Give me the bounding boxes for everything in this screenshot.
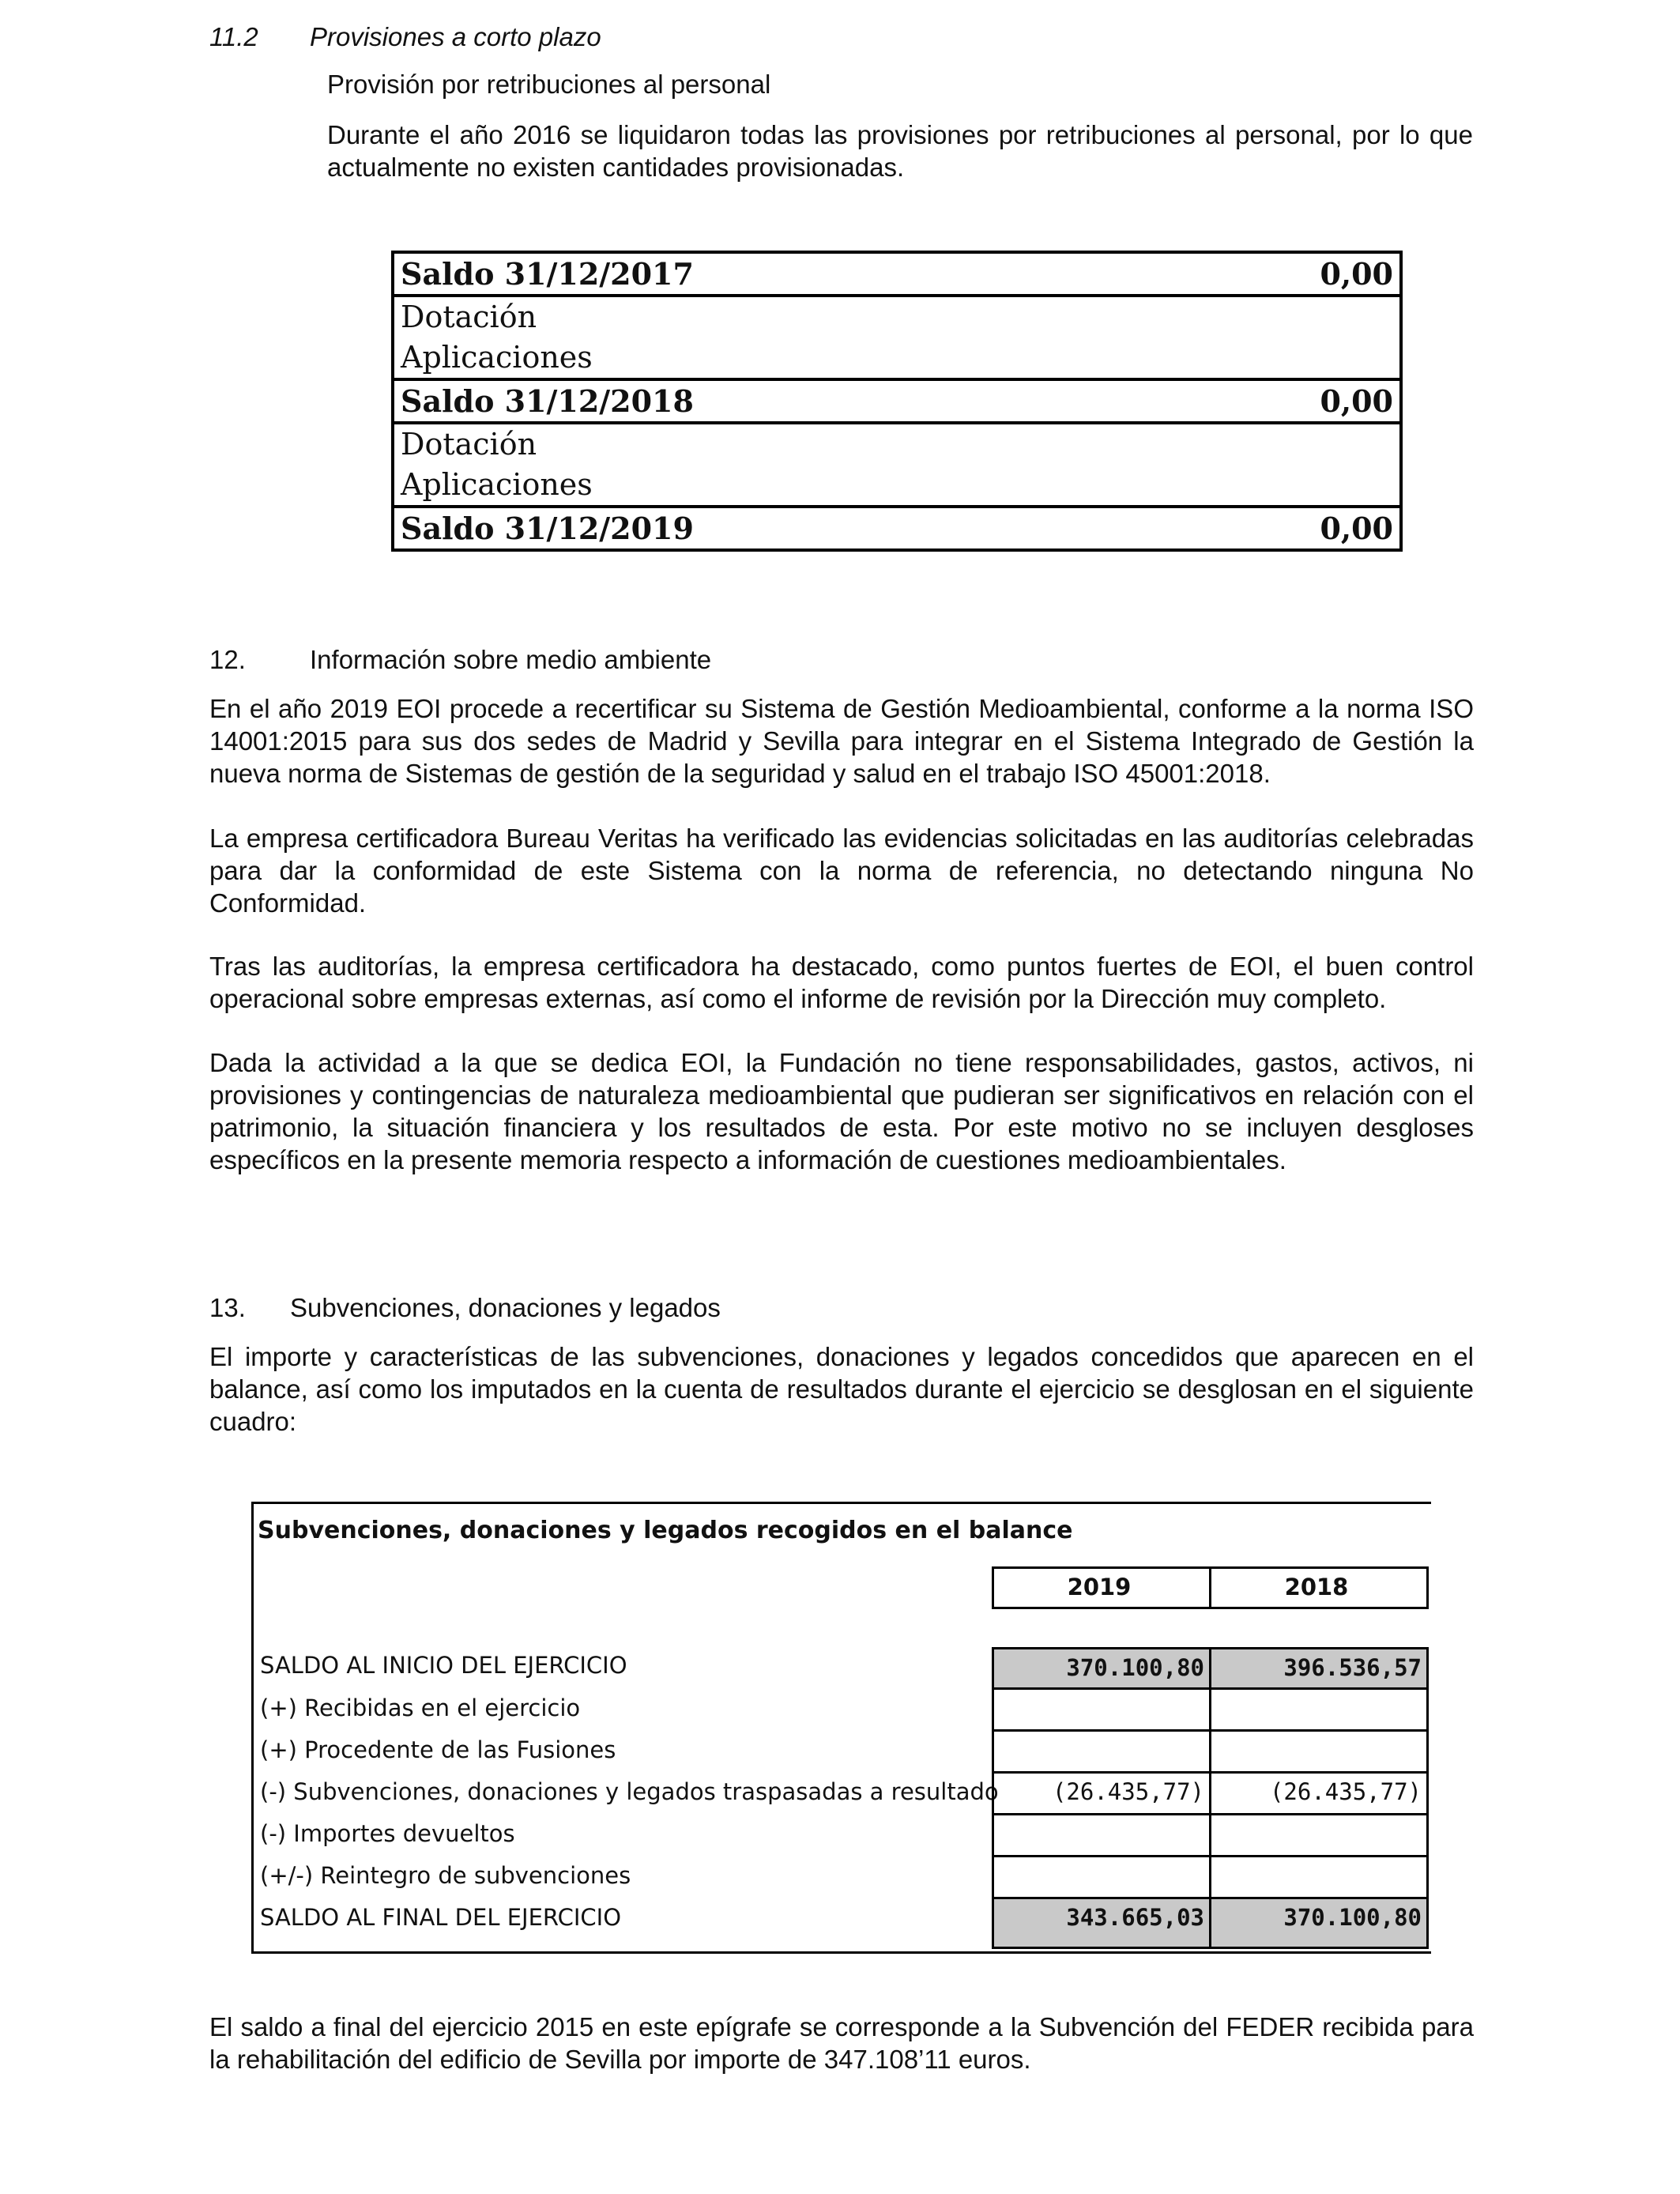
table-row — [393, 252, 1401, 296]
column-header-2019: 2019 — [992, 1566, 1211, 1609]
value-2018: 370.100,80 — [1209, 1897, 1429, 1949]
value-2019: (26.435,77) — [992, 1771, 1211, 1815]
paragraph: El saldo a final del ejercicio 2015 en este epígrafe se corresponde a la Subvención del FEDER recibida para la rehabilitación del edificio de Sevilla por importe de 347.108’11 euros. — [209, 2012, 1474, 2074]
paragraph: La empresa certificadora Bureau Veritas ha verificado las evidencias solicitadas en las auditorías celebradas para dar la conformidad de este Sistema con la norma de referencia, no detectando ninguna No Conformidad. — [209, 824, 1474, 918]
section-title: Subvenciones, donaciones y legados — [290, 1293, 721, 1322]
row-label: Aplicaciones — [393, 465, 1150, 507]
table-row — [393, 423, 1401, 465]
row-label: (-) Importes devueltos — [260, 1820, 515, 1847]
row-label: (+) Procedente de las Fusiones — [260, 1736, 616, 1763]
paragraph: Dada la actividad a la que se dedica EOI, la Fundación no tiene responsabilidades, gastos, activos, ni provisiones y contingencias de naturaleza medioambiental que pudieran ser significativos en relación con el patrimonio, la situación financiera y los resultados de esta. Por este motivo no se incluyen desgloses específicos en la presente memoria respecto a información de cuestiones medioambientales. — [209, 1048, 1474, 1174]
value-2019 — [992, 1729, 1211, 1774]
value-2019 — [992, 1855, 1211, 1899]
row-label: Dotación — [393, 423, 1150, 465]
table-row — [393, 379, 1401, 423]
row-value: 0,00 — [1150, 252, 1401, 296]
value-2019: 370.100,80 — [992, 1647, 1211, 1690]
row-label: SALDO AL FINAL DEL EJERCICIO — [260, 1904, 622, 1931]
value-2018 — [1209, 1687, 1429, 1732]
row-label: (+) Recibidas en el ejercicio — [260, 1695, 581, 1721]
row-value: 0,00 — [1150, 507, 1401, 550]
row-label: Saldo 31/12/2018 — [393, 379, 1150, 423]
table-title: Subvenciones, donaciones y legados recogidos en el balance — [258, 1517, 1073, 1544]
value-2018 — [1209, 1729, 1429, 1774]
section-title: Información sobre medio ambiente — [310, 645, 712, 674]
row-label: SALDO AL INICIO DEL EJERCICIO — [260, 1652, 627, 1679]
paragraph: Durante el año 2016 se liquidaron todas las provisiones por retribuciones al personal, por lo que actualmente no existen cantidades provisionadas. — [327, 120, 1473, 182]
row-label: Dotación — [393, 296, 1150, 337]
table-row — [393, 296, 1401, 337]
subsidies-table — [251, 1502, 1431, 1954]
value-2018 — [1209, 1855, 1429, 1899]
row-label: (-) Subvenciones, donaciones y legados traspasadas a resultado — [260, 1778, 999, 1805]
value-2019 — [992, 1813, 1211, 1857]
column-header-2018: 2018 — [1209, 1566, 1429, 1609]
row-value — [1150, 423, 1401, 465]
row-value: 0,00 — [1150, 379, 1401, 423]
row-value — [1150, 337, 1401, 379]
section-number: 11.2 — [209, 22, 258, 51]
value-2019 — [992, 1687, 1211, 1732]
section-number: 13. — [209, 1293, 246, 1322]
value-2019: 343.665,03 — [992, 1897, 1211, 1949]
paragraph: En el año 2019 EOI procede a recertificar su Sistema de Gestión Medioambiental, conforme a la norma ISO 14001:2015 para sus dos sedes de Madrid y Sevilla para integrar en el Sistema Integrado de Gestión la nueva norma de Sistemas de gestión de la seguridad y salud en el trabajo ISO 45001:2018. — [209, 694, 1474, 788]
table-row — [393, 507, 1401, 550]
provisions-table — [391, 251, 1403, 552]
paragraph: El importe y características de las subvenciones, donaciones y legados concedidos que aparecen en el balance, así como los imputados en la cuenta de resultados durante el ejercicio se desglosan en el siguiente cuadro: — [209, 1342, 1474, 1436]
row-label: Saldo 31/12/2019 — [393, 507, 1150, 550]
row-label: Saldo 31/12/2017 — [393, 252, 1150, 296]
section-number: 12. — [209, 645, 246, 674]
row-value — [1150, 296, 1401, 337]
row-label: Aplicaciones — [393, 337, 1150, 379]
table-row — [393, 465, 1401, 507]
table-row — [393, 337, 1401, 379]
value-2018 — [1209, 1813, 1429, 1857]
section-title: Provisiones a corto plazo — [310, 22, 601, 51]
value-2018: (26.435,77) — [1209, 1771, 1429, 1815]
row-label: (+/-) Reintegro de subvenciones — [260, 1862, 631, 1889]
paragraph: Tras las auditorías, la empresa certificadora ha destacado, como puntos fuertes de EOI, el buen control operacional sobre empresas externas, así como el informe de revisión por la Dirección muy completo. — [209, 952, 1474, 1013]
subsection-title: Provisión por retribuciones al personal — [327, 70, 771, 99]
row-value — [1150, 465, 1401, 507]
value-2018: 396.536,57 — [1209, 1647, 1429, 1690]
